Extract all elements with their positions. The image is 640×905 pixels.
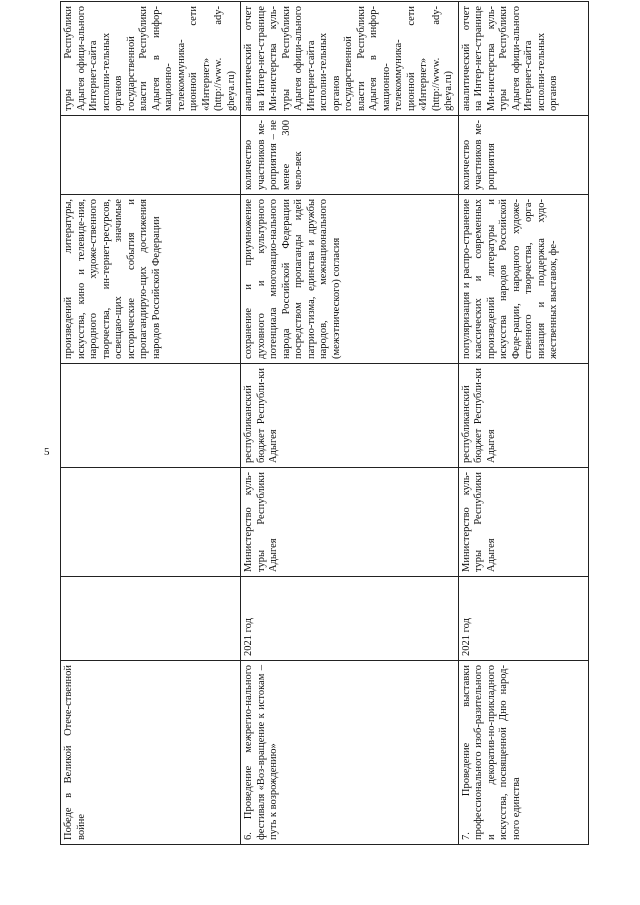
table-row xyxy=(61,2,241,845)
executor-cell: Министерство куль-туры Республики Адыгея xyxy=(241,468,459,577)
goal-cell: сохранение и приумножение духовного и культурного потенциала многонацио-нального народа Российской Федерации посредством пропаганды идей патрио-тизма, единства и дружбы народов, межнационального (межэтнического) согласия xyxy=(241,195,459,364)
funding-cell xyxy=(61,364,241,468)
table-row xyxy=(458,2,588,845)
executor-cell xyxy=(61,468,241,577)
goal-cell: произведений литературы, искусства, кино и телевиде-ния, народного художе-ственного творчества, ин-тернет-ресурсов, освещаю-щих значимые исторические события и пропагандирую-щих достижения народов Российской Федерации xyxy=(61,195,241,364)
year-cell: 2021 год xyxy=(458,577,588,661)
rotated-table-container xyxy=(60,6,570,845)
result-cell: аналитический отчет на Интер-нет-странице Ми-нистерства куль-туры Республики Адыгея офици-ального Интернет-сайта исполни-тельных органов государственной власти Республики Адыгея в инфор-мационно-телекоммуника-ционной сети «Интернет» (http://www. ady-gheya.ru) xyxy=(241,2,459,116)
event-cell: Победе в Великой Отече-ственной войне xyxy=(61,661,241,845)
goal-cell: популяризация и распро-странение классических и современных произведений литературы и искусства народов Российской Феде-рации, народного художе-ственного творчества, орга-низация и поддержка худо-жественных выставок, фе- xyxy=(458,195,588,364)
result-cell: туры Республики Адыгея офици-ального Интернет-сайта исполни-тельных органов государственной власти Республики Адыгея в инфор-мационно-телекоммуника-ционной сети «Интернет» (http://www. ady-gheya.ru) xyxy=(61,2,241,116)
event-cell: 7. Проведение выставки профессионального изоб-разительного и декоратив-но-прикладного искусства, посвященной Дню народ-ного единства xyxy=(458,661,588,845)
event-cell: 6. Проведение межрегио-нального фестиваля «Воз-вращение к истокам – путь к возрождению» xyxy=(241,661,459,845)
funding-cell: республиканский бюджет Республи-ки Адыгея xyxy=(458,364,588,468)
result-cell: аналитический отчет на Интер-нет-странице Ми-нистерства куль-туры Республики Адыгея офици-ального Интернет-сайта исполни-тельных органов xyxy=(458,2,588,116)
year-cell xyxy=(61,577,241,661)
indicator-cell: количество участников ме-роприятия – не менее 300 чело-век xyxy=(241,116,459,195)
executor-cell: Министерство куль-туры Республики Адыгея xyxy=(458,468,588,577)
table-row xyxy=(241,2,459,845)
page-number: 5 xyxy=(44,446,50,458)
funding-cell: республиканский бюджет Республи-ки Адыгея xyxy=(241,364,459,468)
events-table xyxy=(60,1,589,845)
indicator-cell xyxy=(61,116,241,195)
indicator-cell: количество участников ме-роприятия xyxy=(458,116,588,195)
year-cell: 2021 год xyxy=(241,577,459,661)
